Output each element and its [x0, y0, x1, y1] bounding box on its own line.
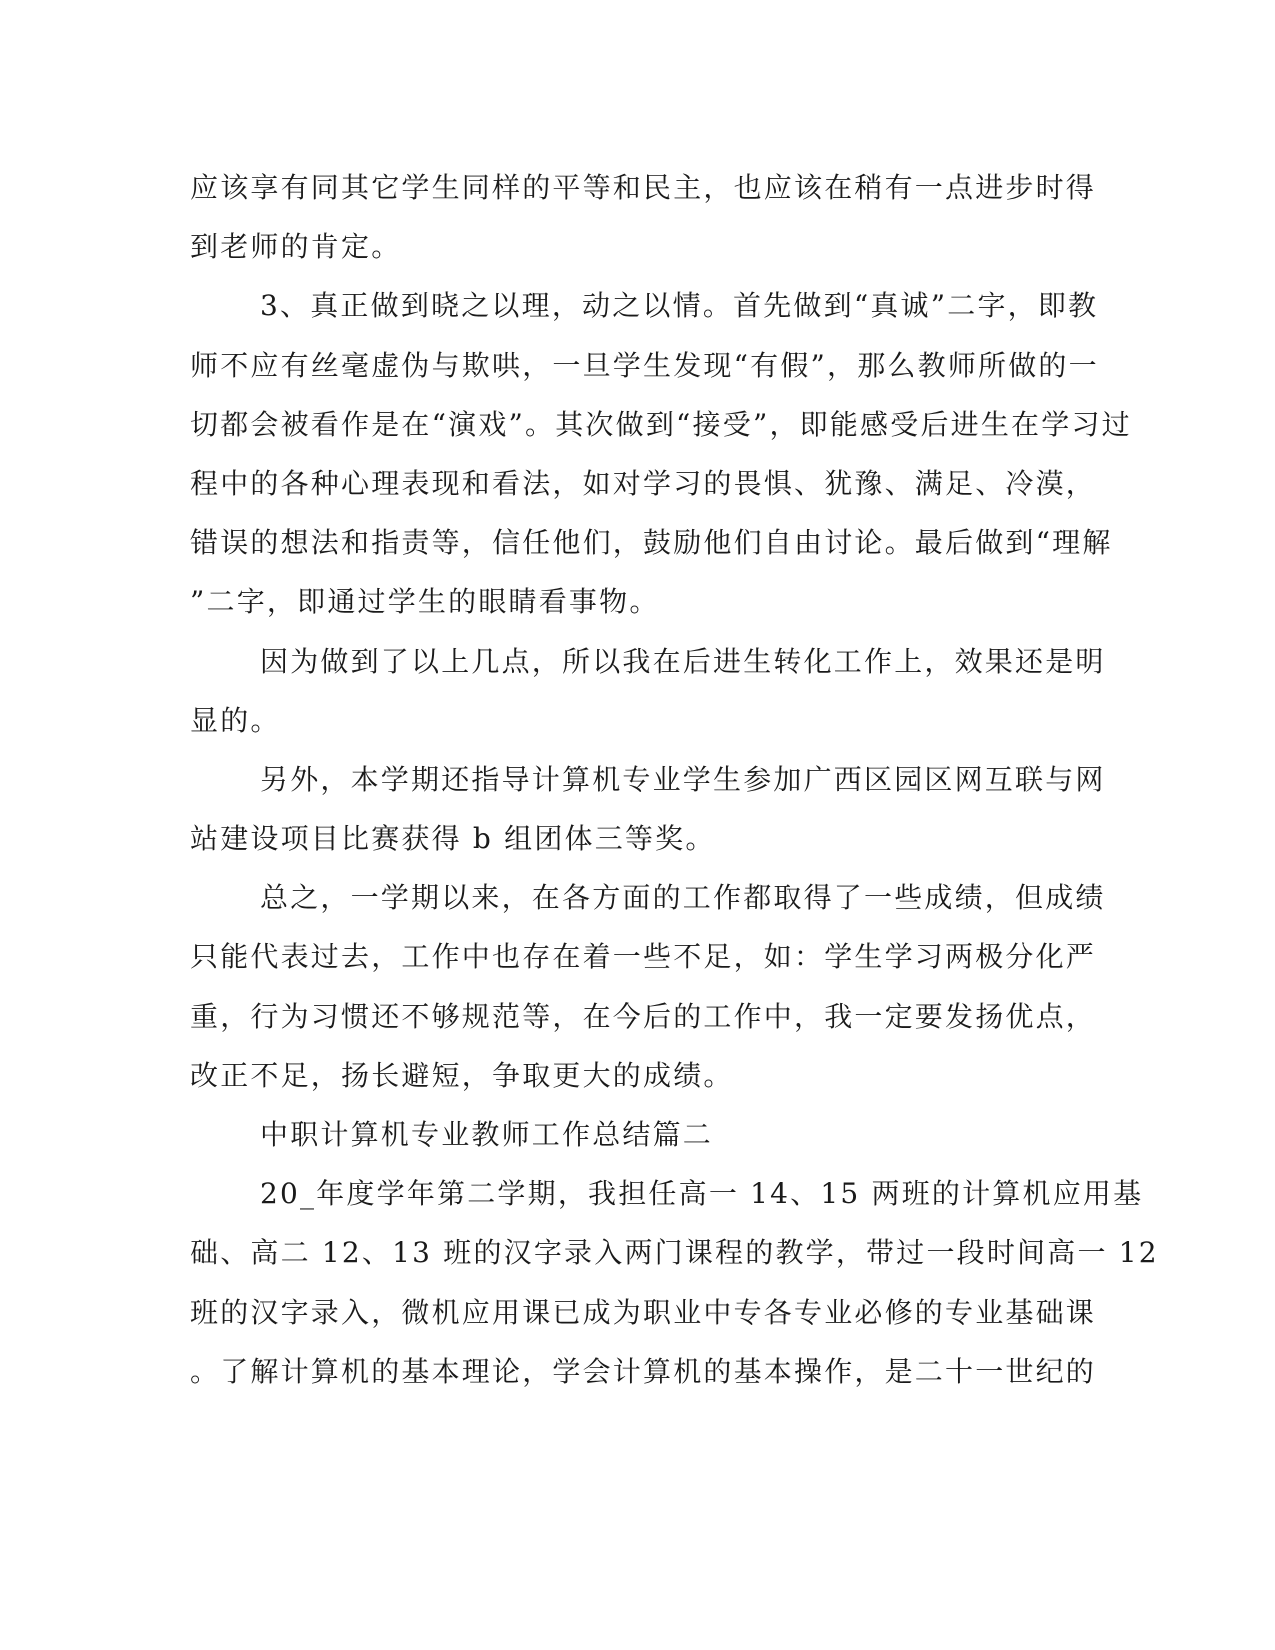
- section-heading: 中职计算机专业教师工作总结篇二: [260, 1118, 714, 1151]
- text-line: 因为做到了以上几点，所以我在后进生转化工作上，效果还是明: [260, 644, 1106, 678]
- text-line: 应该享有同其它学生同样的平等和民主，也应该在稍有一点进步时得: [190, 171, 1097, 204]
- text-line: 重，行为习惯还不够规范等，在今后的工作中，我一定要发扬优点，: [190, 999, 1097, 1033]
- text-line: 础、高二 12、13 班的汉字录入两门课程的教学，带过一段时间高一 12: [190, 1236, 1159, 1270]
- text-line: 错误的想法和指责等，信任他们，鼓励他们自由讨论。最后做到“理解: [190, 526, 1113, 560]
- text-line: 只能代表过去，工作中也存在着一些不足，如：学生学习两极分化严: [190, 940, 1097, 974]
- text-line: 总之，一学期以来，在各方面的工作都取得了一些成绩，但成绩: [260, 881, 1106, 915]
- text-line: 20_年度学年第二学期，我担任高一 14、15 两班的计算机应用基: [260, 1177, 1144, 1211]
- text-line: 师不应有丝毫虚伪与欺哄，一旦学生发现“有假”，那么教师所做的一: [190, 348, 1099, 382]
- text-line: 程中的各种心理表现和看法，如对学习的畏惧、犹豫、满足、冷漠，: [190, 466, 1097, 500]
- text-line: 切都会被看作是在“演戏”。其次做到“接受”，即能感受后进生在学习过: [190, 407, 1132, 441]
- text-line: 到老师的肯定。: [190, 230, 402, 264]
- text-line: 3、真正做到晓之以理，动之以情。首先做到“真诚”二字，即教: [260, 289, 1099, 323]
- text-line: ”二字，即通过学生的眼睛看事物。: [190, 585, 660, 619]
- text-line: 站建设项目比赛获得 b 组团体三等奖。: [190, 822, 716, 856]
- text-line: 班的汉字录入，微机应用课已成为职业中专各专业必修的专业基础课: [190, 1295, 1097, 1329]
- text-line: 。了解计算机的基本理论，学会计算机的基本操作，是二十一世纪的: [190, 1354, 1097, 1388]
- text-line: 改正不足，扬长避短，争取更大的成绩。: [190, 1058, 734, 1092]
- document-body: [190, 158, 1159, 1401]
- text-line: 显的。: [190, 703, 281, 737]
- text-line: 另外，本学期还指导计算机专业学生参加广西区园区网互联与网: [260, 762, 1106, 796]
